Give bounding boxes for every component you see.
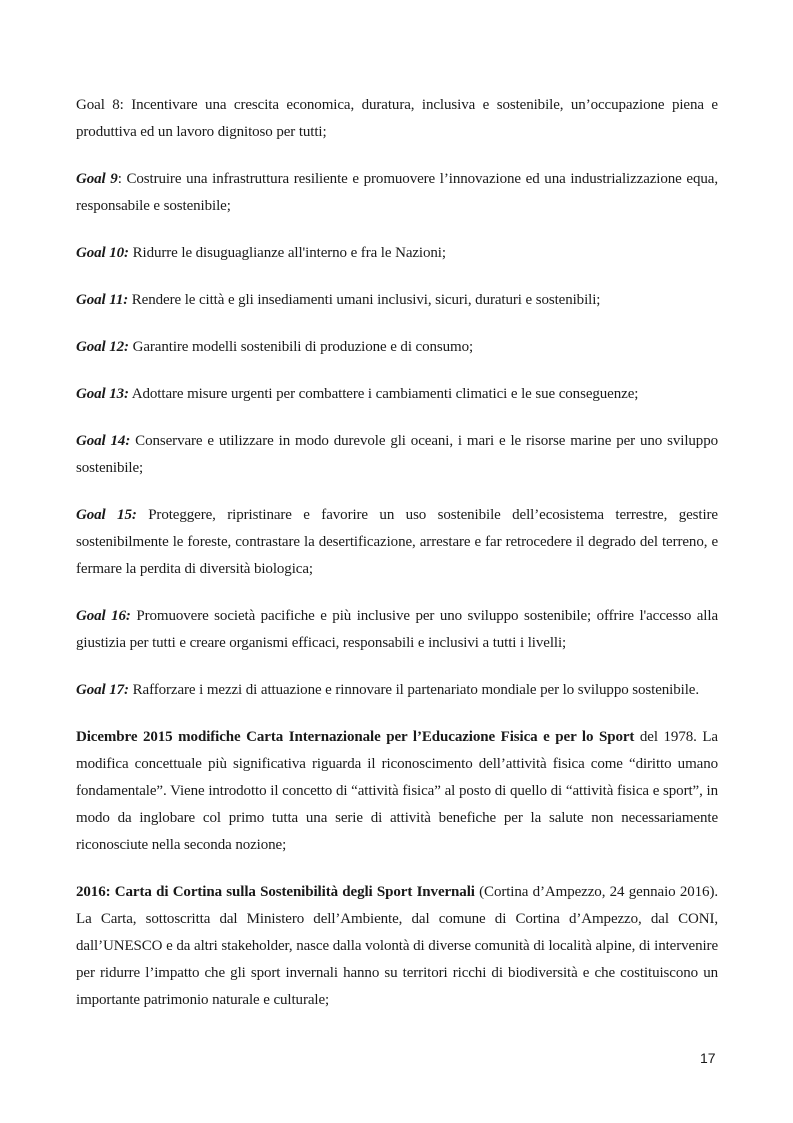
goal-13-text: Adottare misure urgenti per combattere i cambiamenti climatici e le sue conseguenze; <box>128 386 639 402</box>
event-2016-text: (Cortina d’Ampezzo, 24 gennaio 2016). La Carta, sottoscritta dal Ministero dell’Ambiente, dal comune di Cortina d’Ampezzo, dal CONI, dall’UNESCO e da altri stakeholder, nasce dalla volontà di diverse comunità di località alpine, di intervenire per ridurre l’impatto che gli sport invernali hanno su territori ricchi di biodiversità e che costituiscono un importante patrimonio naturale e culturale; <box>76 884 718 1008</box>
event-2015-paragraph <box>76 724 718 859</box>
goal-11-text: Rendere le città e gli insediamenti umani inclusivi, sicuri, duraturi e sostenibili; <box>128 292 601 308</box>
goal-17-label: Goal 17: <box>76 682 129 698</box>
goal-9-text: : Costruire una infrastruttura resiliente e promuovere l’innovazione ed una industrializzazione equa, responsabile e sostenibile; <box>76 171 718 214</box>
goal-13-label: Goal 13: <box>76 386 129 402</box>
goal-17-paragraph <box>76 677 718 704</box>
goal-11-label: Goal 11: <box>76 292 129 308</box>
goal-12-text: Garantire modelli sostenibili di produzione e di consumo; <box>128 339 474 355</box>
goal-11-paragraph <box>76 287 718 314</box>
goal-8-paragraph <box>76 92 718 146</box>
goal-10-label: Goal 10: <box>76 245 129 261</box>
goal-10-text: Ridurre le disuguaglianze all'interno e fra le Nazioni; <box>128 245 446 261</box>
document-page <box>76 92 718 1034</box>
goal-15-label: Goal 15: <box>76 507 137 523</box>
goal-9-paragraph <box>76 166 718 220</box>
goal-12-label: Goal 12: <box>76 339 129 355</box>
goal-12-paragraph <box>76 334 718 361</box>
goal-16-paragraph <box>76 603 718 657</box>
goal-8-text: Incentivare una crescita economica, duratura, inclusiva e sostenibile, un’occupazione piena e produttiva ed un lavoro dignitoso per tutti; <box>76 97 718 140</box>
goal-14-paragraph <box>76 428 718 482</box>
goal-15-text: Proteggere, ripristinare e favorire un uso sostenibile dell’ecosistema terrestre, gestire sostenibilmente le foreste, contrastare la desertificazione, arrestare e far retrocedere il degrado del terreno, e fermare la perdita di diversità biologica; <box>76 507 718 577</box>
event-2015-heading: Dicembre 2015 modifiche Carta Internazionale per l’Educazione Fisica e per lo Sport <box>76 729 635 745</box>
page-number: 17 <box>700 1050 716 1066</box>
goal-14-text: Conservare e utilizzare in modo durevole gli oceani, i mari e le risorse marine per uno sviluppo sostenibile; <box>76 433 718 476</box>
goal-14-label: Goal 14: <box>76 433 131 449</box>
goal-10-paragraph <box>76 240 718 267</box>
goal-17-text: Rafforzare i mezzi di attuazione e rinnovare il partenariato mondiale per lo sviluppo sostenibile. <box>128 682 699 698</box>
goal-13-paragraph <box>76 381 718 408</box>
goal-15-paragraph <box>76 502 718 583</box>
event-2016-paragraph <box>76 879 718 1014</box>
goal-16-label: Goal 16: <box>76 608 131 624</box>
event-2015-text: del 1978. La modifica concettuale più significativa riguarda il riconoscimento dell’attività fisica come “diritto umano fondamentale”. Viene introdotto il concetto di “attività fisica” al posto di quello di “attività fisica e sport”, in modo da inglobare col primo tutta una serie di attività benefiche per la salute non necessariamente riconosciute nella seconda nozione; <box>76 729 718 853</box>
goal-16-text: Promuovere società pacifiche e più inclusive per uno sviluppo sostenibile; offrire l'accesso alla giustizia per tutti e creare organismi efficaci, responsabili e inclusivi a tutti i livelli; <box>76 608 718 651</box>
goal-9-label: Goal 9 <box>76 171 118 187</box>
goal-8-label: Goal 8: <box>76 97 124 113</box>
event-2016-heading: 2016: Carta di Cortina sulla Sostenibilità degli Sport Invernali <box>76 884 475 900</box>
